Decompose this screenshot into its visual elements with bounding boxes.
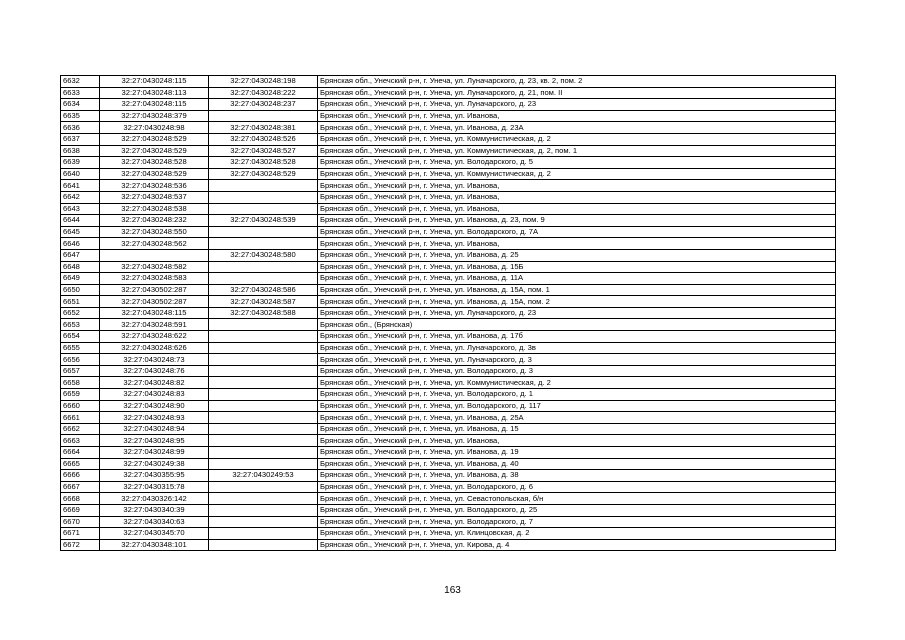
address-cell: Брянская обл., Унечский р-н, г. Унеча, ул. Иванова, — [318, 203, 836, 215]
cadastral-number-cell: 32:27:0430248:73 — [100, 354, 209, 366]
address-cell: Брянская обл., Унечский р-н, г. Унеча, ул. Иванова, д. 38 — [318, 470, 836, 482]
table-row — [61, 122, 836, 134]
table-row — [61, 284, 836, 296]
row-number-cell: 6667 — [61, 481, 100, 493]
table-row — [61, 133, 836, 145]
cadastral-number-cell: 32:27:0430248:537 — [100, 191, 209, 203]
cadastral-number-cell: 32:27:0430315:78 — [100, 481, 209, 493]
table-row — [61, 354, 836, 366]
address-cell: Брянская обл., Унечский р-н, г. Унеча, ул. Луначарского, д. 3в — [318, 342, 836, 354]
cadastral-number-cell: 32:27:0430248:113 — [100, 87, 209, 99]
table-row — [61, 470, 836, 482]
row-number-cell: 6632 — [61, 76, 100, 88]
cadastral-number-cell: 32:27:0430248:583 — [100, 273, 209, 285]
related-cadastral-number-cell: 32:27:0430248:222 — [209, 87, 318, 99]
row-number-cell: 6660 — [61, 400, 100, 412]
table-row — [61, 342, 836, 354]
address-cell: Брянская обл., Унечский р-н, г. Унеча, ул. Иванова, д. 23, пом. 9 — [318, 215, 836, 227]
address-cell: Брянская обл., Унечский р-н, г. Унеча, ул. Володарского, д. 5 — [318, 157, 836, 169]
cadastral-number-cell: 32:27:0430248:529 — [100, 145, 209, 157]
cadastral-number-cell: 32:27:0430248:83 — [100, 389, 209, 401]
table-row — [61, 539, 836, 551]
row-number-cell: 6642 — [61, 191, 100, 203]
related-cadastral-number-cell — [209, 447, 318, 459]
related-cadastral-number-cell — [209, 110, 318, 122]
related-cadastral-number-cell: 32:27:0430248:529 — [209, 168, 318, 180]
registry-table-body — [61, 76, 836, 551]
row-number-cell: 6635 — [61, 110, 100, 122]
cadastral-number-cell: 32:27:0430248:562 — [100, 238, 209, 250]
row-number-cell: 6661 — [61, 412, 100, 424]
row-number-cell: 6645 — [61, 226, 100, 238]
table-row — [61, 180, 836, 192]
table-row — [61, 99, 836, 111]
address-cell: Брянская обл., Унечский р-н, г. Унеча, ул. Володарского, д. 1 — [318, 389, 836, 401]
address-cell: Брянская обл., Унечский р-н, г. Унеча, ул. Иванова, — [318, 180, 836, 192]
row-number-cell: 6637 — [61, 133, 100, 145]
address-cell: Брянская обл., Унечский р-н, г. Унеча, ул. Луначарского, д. 21, пом. II — [318, 87, 836, 99]
table-row — [61, 389, 836, 401]
related-cadastral-number-cell — [209, 412, 318, 424]
related-cadastral-number-cell: 32:27:0430248:237 — [209, 99, 318, 111]
table-row — [61, 516, 836, 528]
table-row — [61, 377, 836, 389]
row-number-cell: 6671 — [61, 528, 100, 540]
cadastral-number-cell: 32:27:0430340:39 — [100, 504, 209, 516]
related-cadastral-number-cell — [209, 273, 318, 285]
row-number-cell: 6658 — [61, 377, 100, 389]
table-row — [61, 145, 836, 157]
row-number-cell: 6664 — [61, 447, 100, 459]
row-number-cell: 6649 — [61, 273, 100, 285]
address-cell: Брянская обл., Унечский р-н, г. Унеча, ул. Севастопольская, б/н — [318, 493, 836, 505]
related-cadastral-number-cell — [209, 423, 318, 435]
related-cadastral-number-cell — [209, 203, 318, 215]
related-cadastral-number-cell — [209, 319, 318, 331]
cadastral-number-cell: 32:27:0430248:379 — [100, 110, 209, 122]
related-cadastral-number-cell: 32:27:0430248:528 — [209, 157, 318, 169]
address-cell: Брянская обл., Унечский р-н, г. Унеча, ул. Коммунистическая, д. 2 — [318, 377, 836, 389]
related-cadastral-number-cell — [209, 458, 318, 470]
cadastral-number-cell: 32:27:0430248:529 — [100, 168, 209, 180]
cadastral-number-cell: 32:27:0430248:626 — [100, 342, 209, 354]
row-number-cell: 6653 — [61, 319, 100, 331]
address-cell: Брянская обл., Унечский р-н, г. Унеча, ул. Володарского, д. 6 — [318, 481, 836, 493]
cadastral-number-cell: 32:27:0430248:622 — [100, 331, 209, 343]
row-number-cell: 6633 — [61, 87, 100, 99]
cadastral-number-cell: 32:27:0430248:76 — [100, 365, 209, 377]
cadastral-number-cell: 32:27:0430248:550 — [100, 226, 209, 238]
table-row — [61, 493, 836, 505]
cadastral-number-cell: 32:27:0430248:115 — [100, 76, 209, 88]
related-cadastral-number-cell — [209, 435, 318, 447]
table-row — [61, 296, 836, 308]
table-row — [61, 168, 836, 180]
related-cadastral-number-cell: 32:27:0430248:198 — [209, 76, 318, 88]
cadastral-number-cell: 32:27:0430249:38 — [100, 458, 209, 470]
table-row — [61, 412, 836, 424]
cadastral-number-cell: 32:27:0430248:536 — [100, 180, 209, 192]
row-number-cell: 6638 — [61, 145, 100, 157]
cadastral-number-cell: 32:27:0430248:528 — [100, 157, 209, 169]
address-cell: Брянская обл., Унечский р-н, г. Унеча, ул. Иванова, д. 25 — [318, 249, 836, 261]
row-number-cell: 6643 — [61, 203, 100, 215]
row-number-cell: 6670 — [61, 516, 100, 528]
address-cell: Брянская обл., Унечский р-н, г. Унеча, ул. Иванова, д. 25А — [318, 412, 836, 424]
related-cadastral-number-cell — [209, 389, 318, 401]
row-number-cell: 6672 — [61, 539, 100, 551]
address-cell: Брянская обл., Унечский р-н, г. Унеча, ул. Иванова, — [318, 191, 836, 203]
row-number-cell: 6654 — [61, 331, 100, 343]
table-row — [61, 249, 836, 261]
related-cadastral-number-cell: 32:27:0430248:587 — [209, 296, 318, 308]
row-number-cell: 6665 — [61, 458, 100, 470]
row-number-cell: 6646 — [61, 238, 100, 250]
row-number-cell: 6666 — [61, 470, 100, 482]
address-cell: Брянская обл., Унечский р-н, г. Унеча, ул. Володарского, д. 25 — [318, 504, 836, 516]
address-cell: Брянская обл., (Брянская) — [318, 319, 836, 331]
related-cadastral-number-cell: 32:27:0430248:539 — [209, 215, 318, 227]
address-cell: Брянская обл., Унечский р-н, г. Унеча, ул. Иванова, д. 15Б — [318, 261, 836, 273]
cadastral-number-cell: 32:27:0430355:95 — [100, 470, 209, 482]
table-row — [61, 528, 836, 540]
related-cadastral-number-cell — [209, 528, 318, 540]
cadastral-number-cell: 32:27:0430502:287 — [100, 296, 209, 308]
related-cadastral-number-cell — [209, 481, 318, 493]
table-row — [61, 76, 836, 88]
cadastral-number-cell: 32:27:0430248:115 — [100, 99, 209, 111]
address-cell: Брянская обл., Унечский р-н, г. Унеча, ул. Иванова, д. 15 — [318, 423, 836, 435]
table-row — [61, 273, 836, 285]
table-row — [61, 400, 836, 412]
address-cell: Брянская обл., Унечский р-н, г. Унеча, ул. Иванова, — [318, 238, 836, 250]
table-row — [61, 238, 836, 250]
row-number-cell: 6641 — [61, 180, 100, 192]
row-number-cell: 6669 — [61, 504, 100, 516]
row-number-cell: 6634 — [61, 99, 100, 111]
address-cell: Брянская обл., Унечский р-н, г. Унеча, ул. Луначарского, д. 23 — [318, 307, 836, 319]
table-row — [61, 215, 836, 227]
table-row — [61, 331, 836, 343]
table-row — [61, 203, 836, 215]
address-cell: Брянская обл., Унечский р-н, г. Унеча, ул. Луначарского, д. 23 — [318, 99, 836, 111]
cadastral-number-cell: 32:27:0430248:93 — [100, 412, 209, 424]
address-cell: Брянская обл., Унечский р-н, г. Унеча, ул. Клинцовская, д. 2 — [318, 528, 836, 540]
related-cadastral-number-cell: 32:27:0430248:580 — [209, 249, 318, 261]
related-cadastral-number-cell: 32:27:0430248:381 — [209, 122, 318, 134]
row-number-cell: 6640 — [61, 168, 100, 180]
table-row — [61, 226, 836, 238]
cadastral-number-cell: 32:27:0430502:287 — [100, 284, 209, 296]
related-cadastral-number-cell — [209, 238, 318, 250]
related-cadastral-number-cell: 32:27:0430248:588 — [209, 307, 318, 319]
address-cell: Брянская обл., Унечский р-н, г. Унеча, ул. Иванова, — [318, 435, 836, 447]
address-cell: Брянская обл., Унечский р-н, г. Унеча, ул. Коммунистическая, д. 2 — [318, 168, 836, 180]
row-number-cell: 6662 — [61, 423, 100, 435]
related-cadastral-number-cell — [209, 504, 318, 516]
table-row — [61, 458, 836, 470]
address-cell: Брянская обл., Унечский р-н, г. Унеча, ул. Володарского, д. 7 — [318, 516, 836, 528]
row-number-cell: 6659 — [61, 389, 100, 401]
related-cadastral-number-cell — [209, 365, 318, 377]
row-number-cell: 6647 — [61, 249, 100, 261]
table-row — [61, 447, 836, 459]
table-row — [61, 481, 836, 493]
row-number-cell: 6639 — [61, 157, 100, 169]
address-cell: Брянская обл., Унечский р-н, г. Унеча, ул. Кирова, д. 4 — [318, 539, 836, 551]
related-cadastral-number-cell: 32:27:0430248:526 — [209, 133, 318, 145]
table-row — [61, 365, 836, 377]
row-number-cell: 6657 — [61, 365, 100, 377]
related-cadastral-number-cell: 32:27:0430249:53 — [209, 470, 318, 482]
table-row — [61, 319, 836, 331]
row-number-cell: 6652 — [61, 307, 100, 319]
address-cell: Брянская обл., Унечский р-н, г. Унеча, ул. Володарского, д. 7А — [318, 226, 836, 238]
row-number-cell: 6655 — [61, 342, 100, 354]
cadastral-number-cell: 32:27:0430248:95 — [100, 435, 209, 447]
row-number-cell: 6644 — [61, 215, 100, 227]
cadastral-number-cell: 32:27:0430348:101 — [100, 539, 209, 551]
related-cadastral-number-cell — [209, 493, 318, 505]
page-number: 163 — [444, 585, 461, 596]
related-cadastral-number-cell — [209, 180, 318, 192]
address-cell: Брянская обл., Унечский р-н, г. Унеча, ул. Луначарского, д. 23, кв. 2, пом. 2 — [318, 76, 836, 88]
related-cadastral-number-cell — [209, 331, 318, 343]
address-cell: Брянская обл., Унечский р-н, г. Унеча, ул. Володарского, д. 3 — [318, 365, 836, 377]
address-cell: Брянская обл., Унечский р-н, г. Унеча, ул. Луначарского, д. 3 — [318, 354, 836, 366]
table-row — [61, 435, 836, 447]
address-cell: Брянская обл., Унечский р-н, г. Унеча, ул. Володарского, д. 117 — [318, 400, 836, 412]
table-row — [61, 87, 836, 99]
row-number-cell: 6663 — [61, 435, 100, 447]
related-cadastral-number-cell — [209, 516, 318, 528]
cadastral-number-cell — [100, 249, 209, 261]
row-number-cell: 6668 — [61, 493, 100, 505]
cadastral-number-cell: 32:27:0430248:90 — [100, 400, 209, 412]
cadastral-number-cell: 32:27:0430248:538 — [100, 203, 209, 215]
related-cadastral-number-cell — [209, 261, 318, 273]
address-cell: Брянская обл., Унечский р-н, г. Унеча, ул. Коммунистическая, д. 2 — [318, 133, 836, 145]
table-row — [61, 157, 836, 169]
related-cadastral-number-cell — [209, 539, 318, 551]
related-cadastral-number-cell — [209, 342, 318, 354]
row-number-cell: 6636 — [61, 122, 100, 134]
table-row — [61, 423, 836, 435]
related-cadastral-number-cell: 32:27:0430248:527 — [209, 145, 318, 157]
table-row — [61, 110, 836, 122]
row-number-cell: 6656 — [61, 354, 100, 366]
related-cadastral-number-cell — [209, 226, 318, 238]
cadastral-number-cell: 32:27:0430248:115 — [100, 307, 209, 319]
cadastral-number-cell: 32:27:0430248:99 — [100, 447, 209, 459]
address-cell: Брянская обл., Унечский р-н, г. Унеча, ул. Иванова, д. 19 — [318, 447, 836, 459]
cadastral-number-cell: 32:27:0430248:591 — [100, 319, 209, 331]
row-number-cell: 6648 — [61, 261, 100, 273]
table-row — [61, 504, 836, 516]
table-row — [61, 191, 836, 203]
address-cell: Брянская обл., Унечский р-н, г. Унеча, ул. Иванова, д. 40 — [318, 458, 836, 470]
cadastral-number-cell: 32:27:0430248:232 — [100, 215, 209, 227]
cadastral-number-cell: 32:27:0430345:70 — [100, 528, 209, 540]
row-number-cell: 6651 — [61, 296, 100, 308]
table-row — [61, 307, 836, 319]
related-cadastral-number-cell — [209, 191, 318, 203]
related-cadastral-number-cell — [209, 377, 318, 389]
address-cell: Брянская обл., Унечский р-н, г. Унеча, ул. Иванова, д. 23А — [318, 122, 836, 134]
address-cell: Брянская обл., Унечский р-н, г. Унеча, ул. Коммунистическая, д. 2, пом. 1 — [318, 145, 836, 157]
address-cell: Брянская обл., Унечский р-н, г. Унеча, ул. Иванова, д. 17б — [318, 331, 836, 343]
row-number-cell: 6650 — [61, 284, 100, 296]
cadastral-number-cell: 32:27:0430248:529 — [100, 133, 209, 145]
cadastral-number-cell: 32:27:0430248:94 — [100, 423, 209, 435]
related-cadastral-number-cell — [209, 400, 318, 412]
cadastral-number-cell: 32:27:0430326:142 — [100, 493, 209, 505]
address-cell: Брянская обл., Унечский р-н, г. Унеча, ул. Иванова, д. 11А — [318, 273, 836, 285]
cadastral-number-cell: 32:27:0430248:82 — [100, 377, 209, 389]
cadastral-number-cell: 32:27:0430340:63 — [100, 516, 209, 528]
registry-table — [60, 75, 836, 551]
related-cadastral-number-cell: 32:27:0430248:586 — [209, 284, 318, 296]
address-cell: Брянская обл., Унечский р-н, г. Унеча, ул. Иванова, д. 15А, пом. 1 — [318, 284, 836, 296]
related-cadastral-number-cell — [209, 354, 318, 366]
address-cell: Брянская обл., Унечский р-н, г. Унеча, ул. Иванова, — [318, 110, 836, 122]
cadastral-number-cell: 32:27:0430248:582 — [100, 261, 209, 273]
address-cell: Брянская обл., Унечский р-н, г. Унеча, ул. Иванова, д. 15А, пом. 2 — [318, 296, 836, 308]
table-row — [61, 261, 836, 273]
cadastral-number-cell: 32:27:0430248:98 — [100, 122, 209, 134]
